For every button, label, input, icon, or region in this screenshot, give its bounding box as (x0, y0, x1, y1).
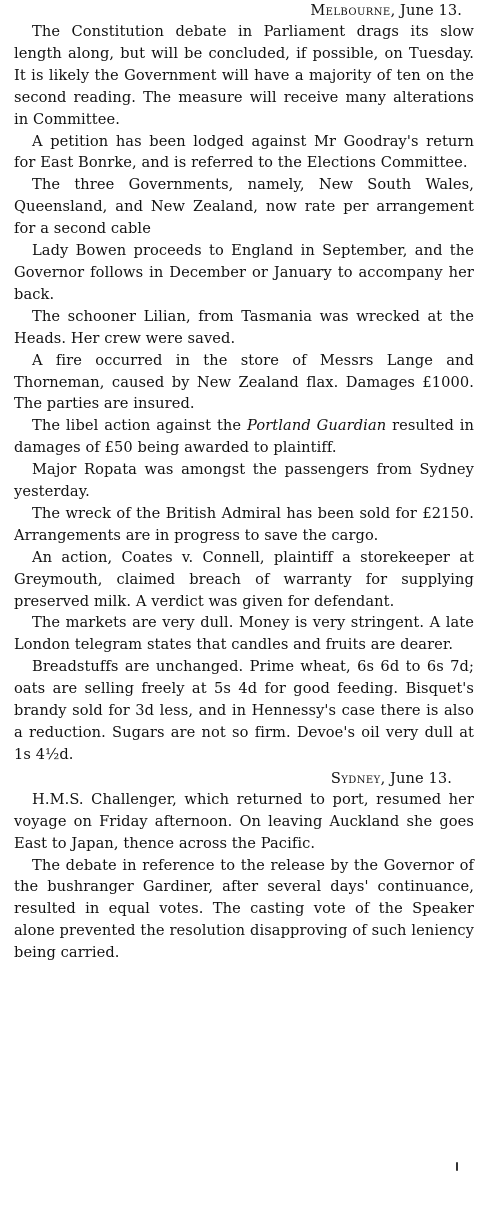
paragraph-petition: A petition has been lodged against Mr Goodray's return for East Bonrke, and is referred to the Elections Committee. (14, 132, 474, 172)
paragraph-hms-challenger: H.M.S. Challenger, which returned to port, resumed her voyage on Friday afternoon. On leaving Auckland she goes East to Japan, thence across the Pacific. (14, 790, 474, 852)
paragraph-major-ropata: Major Ropata was amongst the passengers from Sydney yesterday. (14, 461, 474, 501)
paragraph-cable: The three Governments, namely, New South Wales, Queensland, and New Zealand, now rate per arrangement for a second cable (14, 176, 474, 238)
dateline-place: Melbourne (310, 2, 391, 19)
melbourne-dateline (14, 0, 474, 21)
paragraph-schooner-lilian: The schooner Lilian, from Tasmania was wrecked at the Heads. Her crew were saved. (14, 307, 474, 347)
paragraph-british-admiral: The wreck of the British Admiral has been sold for £2150. Arrangements are in progress to save the cargo. (14, 504, 474, 544)
dateline-date: , June 13. (380, 769, 452, 787)
paragraph-markets: The markets are very dull. Money is very stringent. A late London telegram states that candles and fruits are dearer. (14, 614, 474, 654)
paragraph-lady-bowen: Lady Bowen proceeds to England in September, and the Governor follows in December or January to accompany her back. (14, 242, 474, 303)
dateline-date: , June 13. (390, 2, 462, 19)
paragraph-gardiner-debate: The debate in reference to the release by the Governor of the bushranger Gardiner, after several days' continuance, resulted in equal votes. The casting vote of the Speaker alone prevented the resolution disapproving of such leniency being carried. (14, 856, 474, 962)
dateline-place: Sydney (330, 769, 381, 787)
newspaper-name: Portland Guardian (247, 417, 387, 435)
paragraph-fire: A fire occurred in the store of Messrs Lange and Thorneman, caused by New Zealand flax. Damages £1000. The parties are insured. (14, 351, 474, 413)
paragraph-libel-action (14, 415, 474, 459)
news-column (14, 0, 474, 964)
libel-text-before: The libel action against the (32, 417, 247, 435)
paragraph-constitution-debate: The Constitution debate in Parliament drags its slow length along, but will be concluded, if possible, on Tuesday. It is likely the Government will have a majority of ten on the second reading. The measure will receive many alterations in Committee. (14, 23, 474, 128)
print-speck-mark (456, 1162, 458, 1171)
paragraph-breadstuffs: Breadstuffs are unchanged. Prime wheat, 6s 6d to 6s 7d; oats are selling freely at 5s 4d for good feeding. Bisquet's brandy sold for 3d less, and in Hennessy's case there is also a reduction. Sugars are not so firm. Devoe's oil very dull at 1s 4½d. (14, 658, 474, 763)
paragraph-coates-connell: An action, Coates v. Connell, plaintiff a storekeeper at Greymouth, claimed breach of warranty for supplying preserved milk. A verdict was given for defendant. (14, 548, 474, 610)
libel-text-after: resulted in damages of £50 being awarded to plaintiff. (14, 417, 475, 457)
sydney-dateline (14, 768, 474, 789)
